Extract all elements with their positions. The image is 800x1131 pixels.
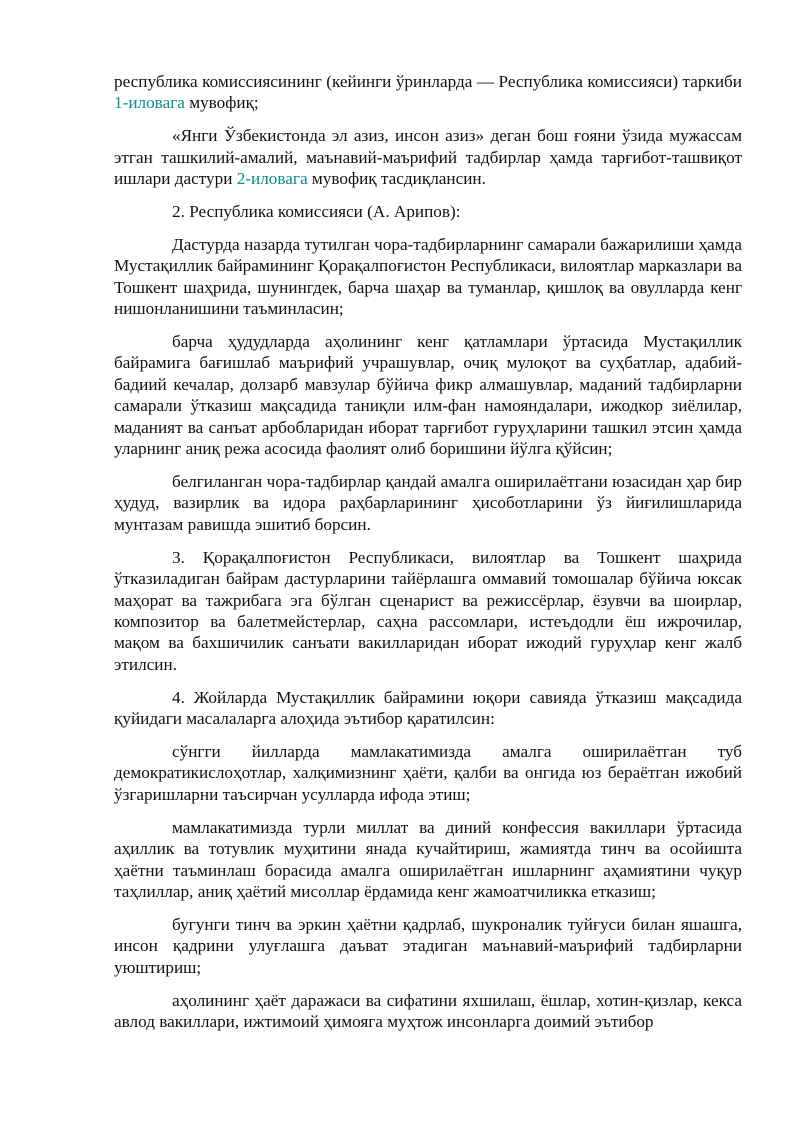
paragraph: «Янги Ўзбекистонда эл азиз, инсон азиз» деган бош ғояни ўзида мужассам этган ташкилий-амалий, маънавий-маърифий тадбирлар ҳамда тарғибот-ташвиқот ишлари дастури 2-иловага мувофиқ тасдиқлансин. <box>114 126 742 189</box>
paragraph: 3. Қорақалпоғистон Республикаси, вилоятлар ва Тошкент шаҳрида ўтказиладиган байрам дастурларини тайёрлашга оммавий томошалар бўйича юксак маҳорат ва тажрибага эга бўлган сценарист ва режиссёрлар, ёзувчи ва шоирлар, композитор ва балетмейстерлар, саҳна рассомлари, истеъдодли ёш ижрочилар, мақом ва бахшичилик санъати вакилларидан иборат ижодий гуруҳлар кенг жалб этилсин. <box>114 547 742 674</box>
paragraph: 2. Республика комиссияси (А. Арипов): <box>172 202 461 222</box>
paragraph: сўнгги йилларда мамлакатимизда амалга оширилаётган туб демократикислоҳотлар, халқимизнинг ҳаёти, қалби ва онгида юз бераётган ижобий ўзгаришларни таъсирчан усулларда ифода этиш; <box>114 741 742 804</box>
document-page <box>114 71 742 1041</box>
paragraph: 4. Жойларда Мустақиллик байрамини юқори савияда ўтказиш мақсадида қуйидаги масалаларга алоҳида эътибор қаратилсин: <box>114 687 742 729</box>
appendix-link[interactable]: 1-иловага <box>114 93 185 113</box>
paragraph: мамлакатимизда турли миллат ва диний конфессия вакиллари ўртасида аҳиллик ва тотувлик муҳитини янада кучайтириш, жамиятда тинч ва осойишта ҳаётни таъминлаш борасида амалга оширилаётган ишларнинг аҳамиятини чуқур таҳлиллар, аниқ ҳаётий мисоллар ёрдамида кенг жамоатчиликка етказиш; <box>114 817 742 901</box>
paragraph: белгиланган чора-тадбирлар қандай амалга оширилаётгани юзасидан ҳар бир ҳудуд, вазирлик ва идора раҳбарларининг ҳисоботларини ўз йиғилишларида мунтазам равишда эшитиб борсин. <box>114 472 742 534</box>
paragraph: барча ҳудудларда аҳолининг кенг қатламлари ўртасида Мустақиллик байрамига бағишлаб маърифий учрашувлар, очиқ мулоқот ва суҳбатлар, адабий-бадиий кечалар, долзарб мавзулар бўйича фикр алмашувлар, маданий тадбирларни самарали ўтказиш мақсадида таниқли илм-фан намояндалари, ижодкор зиёлилар, маданият ва санъат арбобларидан иборат тарғибот гуруҳларини ташкил этсин ҳамда уларнинг аниқ режа асосида фаолият олиб боришини йўлга қўйсин; <box>114 332 742 459</box>
paragraph: Дастурда назарда тутилган чора-тадбирларнинг самарали бажарилиши ҳамда Мустақиллик байрамининг Қорақалпоғистон Республикаси, вилоятлар марказлари ва Тошкент шаҳрида, шунингдек, барча шаҳар ва туманлар, қишлоқ ва овулларда кенг нишонланишини таъминласин; <box>114 234 742 319</box>
paragraph: республика комиссиясининг (кейинги ўринларда — Республика комиссияси) таркиби 1-иловага мувофиқ; <box>114 72 742 113</box>
appendix-link[interactable]: 2-иловага <box>236 169 308 189</box>
paragraph: аҳолининг ҳаёт даражаси ва сифатини яхшилаш, ёшлар, хотин-қизлар, кекса авлод вакиллари, ижтимоий ҳимояга муҳтож инсонларга доимий эътибор <box>114 990 742 1031</box>
paragraph: бугунги тинч ва эркин ҳаётни қадрлаб, шукроналик туйғуси билан яшашга, инсон қадрини улуғлашга даъват этадиган маънавий-маърифий тадбирларни уюштириш; <box>114 914 742 977</box>
